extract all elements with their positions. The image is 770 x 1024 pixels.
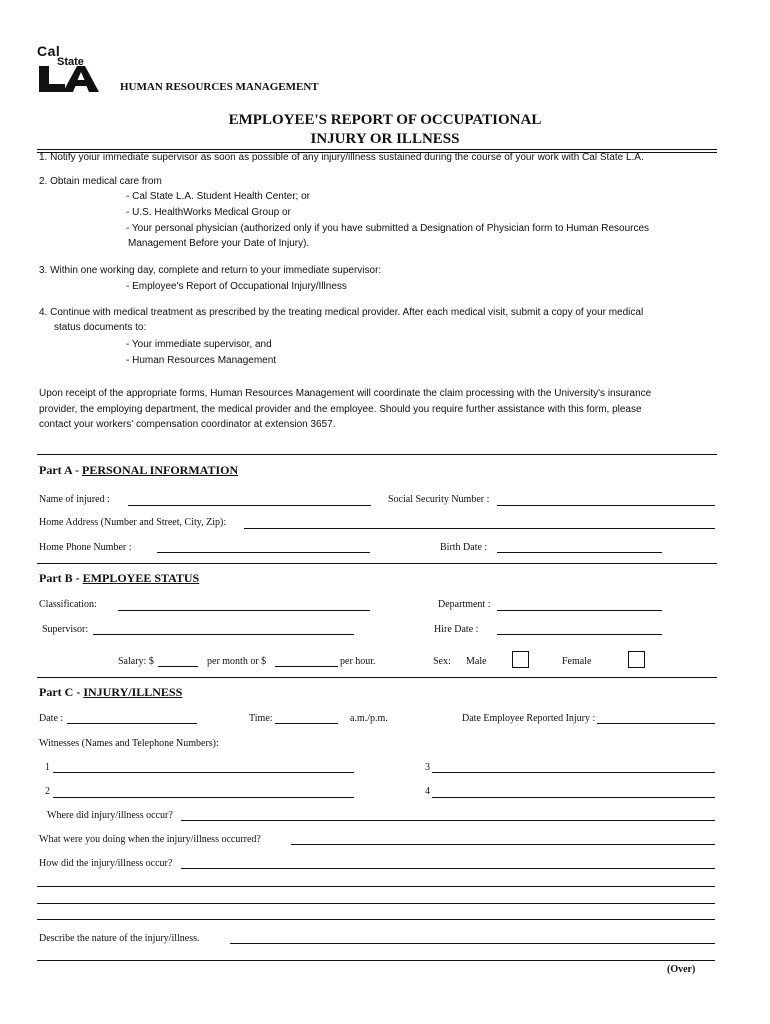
where-occurred-label: Where did injury/illness occur? — [47, 810, 173, 821]
part-b-prefix: Part B - — [39, 571, 83, 585]
logo-cal-text: Cal — [37, 43, 61, 59]
birth-date-label: Birth Date : — [440, 542, 488, 553]
per-month-label: per month or $ — [207, 656, 267, 667]
department-label: Department : — [438, 599, 491, 610]
cal-state-la-logo — [37, 44, 99, 92]
part-b-title: EMPLOYEE STATUS — [82, 571, 200, 585]
witness-number-3: 3 — [425, 762, 430, 773]
step-2-item: - U.S. HealthWorks Medical Group or — [126, 207, 291, 218]
classification-field[interactable] — [118, 610, 370, 611]
home-address-label: Home Address (Number and Street, City, Zip): — [39, 517, 227, 528]
witness-3-field[interactable] — [432, 772, 715, 773]
what-doing-label: What were you doing when the injury/illness occurred? — [39, 834, 261, 845]
salary-monthly-field[interactable] — [158, 666, 198, 667]
birth-date-field[interactable] — [497, 552, 662, 553]
female-checkbox[interactable] — [628, 651, 645, 668]
injury-time-label: Time: — [249, 713, 273, 724]
supervisor-label: Supervisor: — [42, 624, 89, 635]
how-occurred-label: How did the injury/illness occur? — [39, 858, 173, 869]
instruction-step-3: 3. Within one working day, complete and return to your immediate supervisor: — [39, 265, 382, 276]
department-field[interactable] — [497, 610, 662, 611]
department-heading: HUMAN RESOURCES MANAGEMENT — [120, 81, 319, 93]
per-hour-label: per hour. — [340, 656, 376, 667]
logo-state-text: State — [57, 56, 84, 68]
injury-time-field[interactable] — [275, 723, 338, 724]
witness-4-field[interactable] — [432, 797, 715, 798]
instruction-step-4: 4. Continue with medical treatment as prescribed by the treating medical provider. After each medical visit, submit a copy of your medical — [39, 307, 644, 318]
witness-number-1: 1 — [45, 762, 50, 773]
step-2-item: - Cal State L.A. Student Health Center; or — [126, 191, 310, 202]
witnesses-label: Witnesses (Names and Telephone Numbers): — [39, 738, 219, 749]
nature-field[interactable] — [230, 943, 715, 944]
closing-paragraph-line: Upon receipt of the appropriate forms, Human Resources Management will coordinate the claim processing with the University's insurance — [39, 388, 652, 399]
step-2-item: - Your personal physician (authorized only if you have submitted a Designation of Physician form to Human Resources — [126, 223, 650, 234]
header-divider-top — [37, 149, 717, 150]
home-address-field[interactable] — [244, 528, 715, 529]
name-of-injured-label: Name of injured : — [39, 494, 110, 505]
part-a-divider — [37, 454, 717, 455]
part-a-heading — [39, 463, 238, 478]
male-label: Male — [466, 656, 487, 667]
witness-2-field[interactable] — [53, 797, 354, 798]
male-checkbox[interactable] — [512, 651, 529, 668]
where-occurred-field[interactable] — [181, 820, 715, 821]
closing-paragraph-line: provider, the employing department, the medical provider and the employee. Should you require further assistance with this form, please — [39, 404, 642, 415]
salary-hourly-field[interactable] — [275, 666, 338, 667]
closing-paragraph-line: contact your workers' compensation coordinator at extension 3657. — [39, 419, 336, 430]
female-label: Female — [562, 656, 592, 667]
part-c-heading — [39, 685, 182, 700]
nature-field-line[interactable] — [37, 960, 715, 961]
home-phone-field[interactable] — [157, 552, 370, 553]
instruction-step-2: 2. Obtain medical care from — [39, 176, 162, 187]
step-2-item: Management Before your Date of Injury). — [128, 238, 310, 249]
witness-number-2: 2 — [45, 786, 50, 797]
form-title-line2: INJURY OR ILLNESS — [310, 131, 460, 147]
hire-date-field[interactable] — [497, 634, 662, 635]
date-reported-field[interactable] — [597, 723, 715, 724]
injury-date-label: Date : — [39, 713, 64, 724]
date-reported-label: Date Employee Reported Injury : — [462, 713, 596, 724]
how-occurred-field-line[interactable] — [37, 919, 715, 920]
salary-label: Salary: $ — [118, 656, 154, 667]
part-c-title: INJURY/ILLNESS — [83, 685, 183, 699]
part-b-divider — [37, 563, 717, 564]
part-b-heading — [39, 571, 199, 586]
classification-label: Classification: — [39, 599, 97, 610]
logo-la-mark — [37, 66, 99, 92]
how-occurred-field-line[interactable] — [37, 903, 715, 904]
over-page-note: (Over) — [667, 964, 696, 975]
injury-date-field[interactable] — [67, 723, 197, 724]
hire-date-label: Hire Date : — [434, 624, 479, 635]
part-c-divider — [37, 677, 717, 678]
step-4-item: - Your immediate supervisor, and — [126, 339, 272, 350]
witness-number-4: 4 — [425, 786, 430, 797]
supervisor-field[interactable] — [93, 634, 354, 635]
instruction-step-1: 1. Notify yoiur immediate supervisor as soon as possible of any injury/illness sustained during the course of your work with Cal State L.A. — [39, 152, 644, 163]
part-a-title: PERSONAL INFORMATION — [82, 463, 239, 477]
ssn-label: Social Security Number : — [388, 494, 490, 505]
nature-label: Describe the nature of the injury/illness. — [39, 933, 200, 944]
instruction-step-4-cont: status documents to: — [54, 322, 147, 333]
step-4-item: - Human Resources Management — [126, 355, 277, 366]
step-3-item: - Employee's Report of Occupational Injury/Illness — [126, 281, 347, 292]
what-doing-field[interactable] — [291, 844, 715, 845]
how-occurred-field[interactable] — [181, 868, 715, 869]
part-c-prefix: Part C - — [39, 685, 84, 699]
ssn-field[interactable] — [497, 505, 715, 506]
sex-label: Sex: — [433, 656, 451, 667]
how-occurred-field-line[interactable] — [37, 886, 715, 887]
witness-1-field[interactable] — [53, 772, 354, 773]
part-a-prefix: Part A - — [39, 463, 82, 477]
home-phone-label: Home Phone Number : — [39, 542, 132, 553]
am-pm-label: a.m./p.m. — [350, 713, 388, 724]
form-title-line1: EMPLOYEE'S REPORT OF OCCUPATIONAL — [228, 112, 542, 128]
name-of-injured-field[interactable] — [128, 505, 371, 506]
